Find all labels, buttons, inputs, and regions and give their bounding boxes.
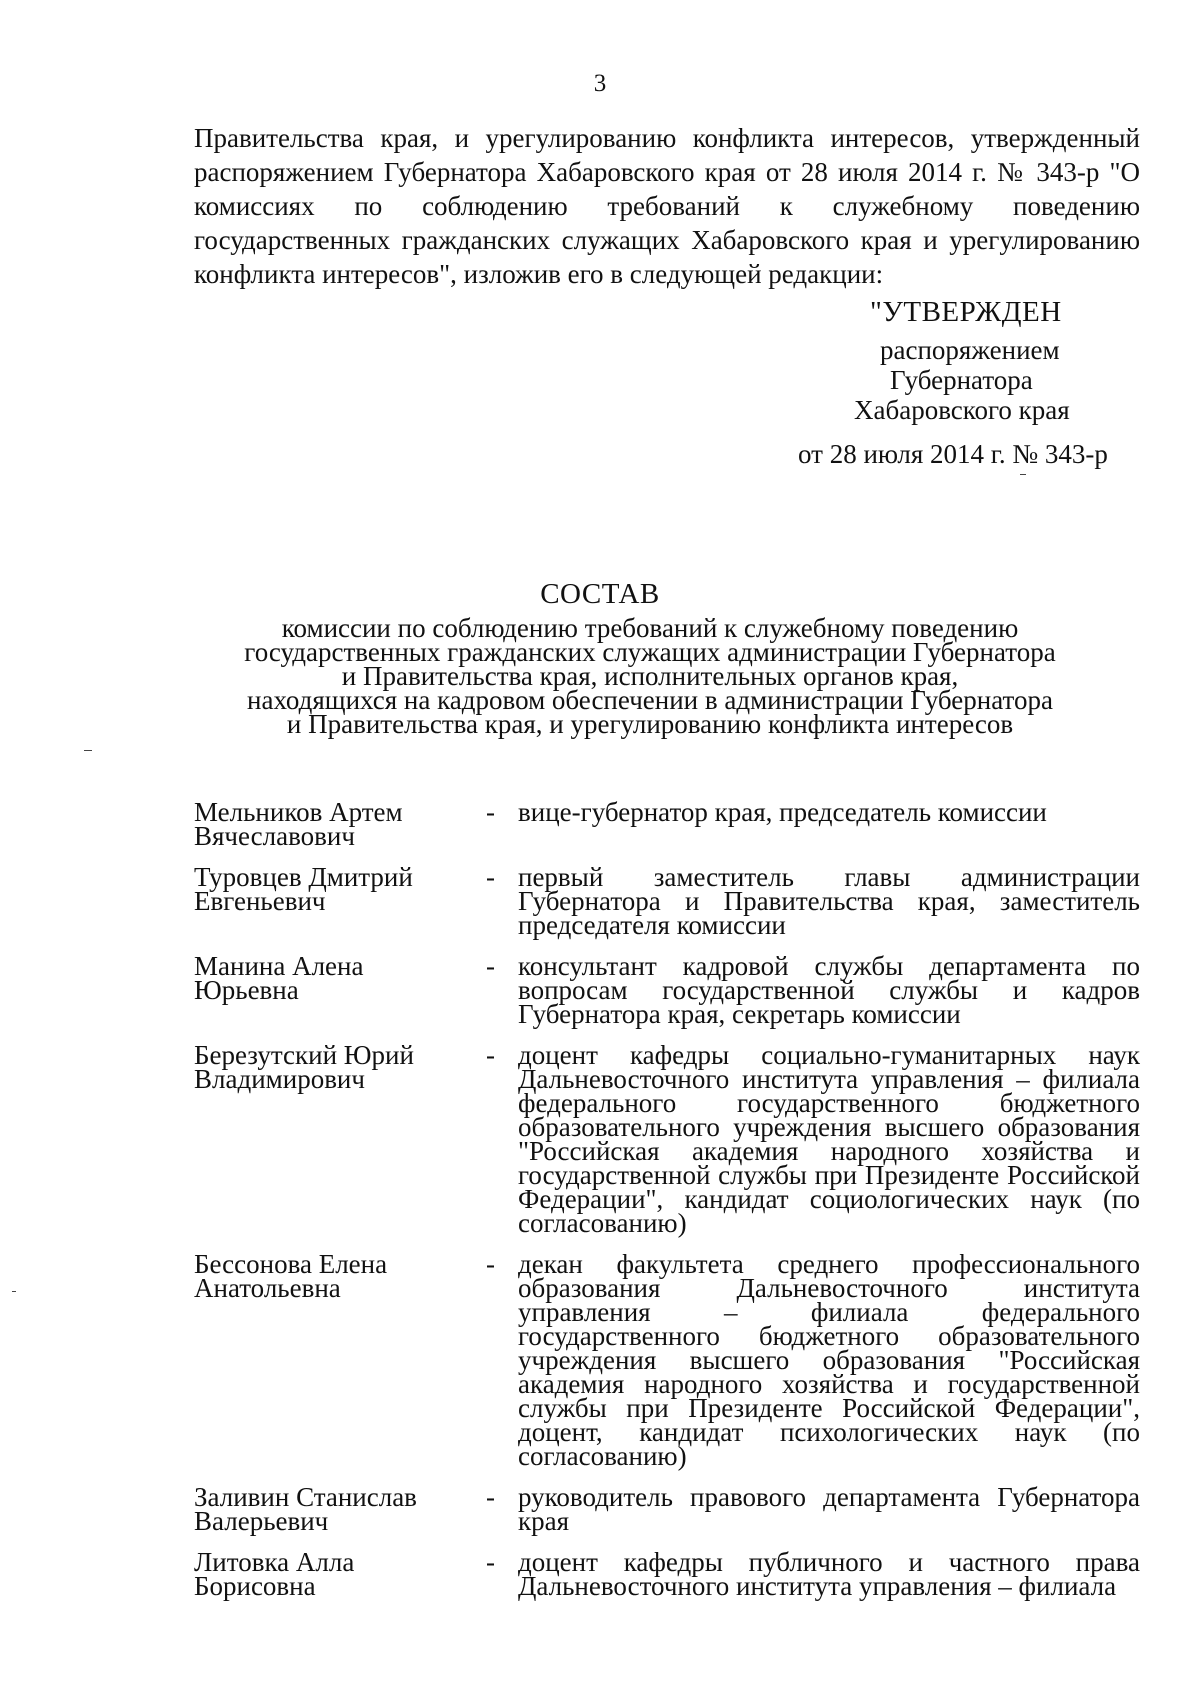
member-role: декан факультета среднего профессионального образования Дальневосточного института управления – филиала федерального государственного бюджетного образовательного учреждения высшего образования "Российская академия народного хозяйства и государственной службы при Президенте Российской Федерации", доцент, кандидат психологических наук (по согласованию) (518, 1249, 1140, 1471)
subtitle-line: и Правительства края, и урегулированию конфликта интересов (286, 709, 1014, 739)
member-patronymic: Борисовна (194, 1571, 316, 1601)
member-role: доцент кафедры публичного и частного права Дальневосточного института управления – филиала (518, 1547, 1140, 1601)
member-role: руководитель правового департамента Губернатора края (518, 1482, 1140, 1536)
member-dash: - (486, 1249, 495, 1279)
member-row (194, 862, 1140, 940)
member-surname: Литовка Алла (194, 1547, 355, 1577)
member-surname: Манина Алена (194, 951, 364, 981)
page-number: 3 (593, 70, 607, 97)
scan-mark (12, 1291, 16, 1292)
member-patronymic: Юрьевна (194, 975, 299, 1005)
intro-text: Правительства края, и урегулированию конфликта интересов, утвержденный распоряжением Губернатора Хабаровского края от 28 июля 2014 г. № 343-р "О комиссиях по соблюдению требований к служебному поведению государственных гражданских служащих Хабаровского края и урегулированию конфликта интересов", изложив его в следующей редакции: (194, 123, 1140, 289)
member-row (194, 951, 1140, 1029)
member-row (194, 1040, 1140, 1238)
member-role: консультант кадровой службы департамента по вопросам государственной службы и кадров Губернатора края, секретарь комиссии (518, 951, 1140, 1029)
intro-paragraph (194, 121, 1140, 291)
document-subtitle (200, 613, 1100, 739)
member-surname: Бессонова Елена (194, 1249, 388, 1279)
approval-stamp: "УТВЕРЖДЕН (870, 296, 1062, 328)
member-surname: Туровцев Дмитрий (194, 862, 413, 892)
subtitle-line: находящихся на кадровом обеспечении в администрации Губернатора (247, 685, 1053, 715)
member-surname: Березутский Юрий (194, 1040, 414, 1070)
member-dash: - (486, 1482, 495, 1512)
member-name (194, 1547, 486, 1601)
member-patronymic: Евгеньевич (194, 886, 326, 916)
subtitle-line: комиссии по соблюдению требований к служебному поведению (281, 613, 1019, 643)
member-name (194, 1482, 486, 1536)
member-name (194, 862, 486, 937)
member-row (194, 1482, 1140, 1536)
member-patronymic: Владимирович (194, 1064, 365, 1094)
member-dash: - (486, 1040, 495, 1070)
member-dash: - (486, 797, 495, 827)
subtitle-line: и Правительства края, исполнительных органов края, (341, 661, 959, 691)
member-patronymic: Анатольевна (194, 1273, 341, 1303)
member-row (194, 1249, 1140, 1471)
subtitle-line: государственных гражданских служащих администрации Губернатора (244, 637, 1056, 667)
member-row (194, 797, 1140, 851)
member-role: вице-губернатор края, председатель комиссии (518, 797, 1047, 827)
member-name (194, 951, 486, 1026)
member-dash: - (486, 1547, 495, 1577)
member-dash: - (486, 951, 495, 981)
approval-line-1: распоряжением (880, 335, 1060, 365)
member-name (194, 1040, 486, 1235)
member-name (194, 1249, 486, 1468)
member-surname: Мельников Артем (194, 797, 403, 827)
member-role: доцент кафедры социально-гуманитарных наук Дальневосточного института управления – филиала федерального государственного бюджетного образовательного учреждения высшего образования "Российская академия народного хозяйства и государственной службы при Президенте Российской Федерации", кандидат социологических наук (по согласованию) (518, 1040, 1140, 1238)
approval-block (790, 297, 1150, 469)
scan-mark (1020, 474, 1026, 475)
member-surname: Заливин Станислав (194, 1482, 417, 1512)
scan-mark (84, 750, 92, 751)
member-row (194, 1547, 1140, 1601)
member-patronymic: Вячеславович (194, 821, 355, 851)
approval-line-3: Хабаровского края (854, 395, 1070, 425)
document-title: СОСТАВ (540, 578, 660, 610)
member-dash: - (486, 862, 495, 892)
approval-line-2: Губернатора (890, 365, 1033, 395)
members-list (194, 797, 1140, 1615)
member-role: первый заместитель главы администрации Губернатора и Правительства края, заместитель председателя комиссии (518, 862, 1140, 940)
approval-date: от 28 июля 2014 г. № 343-р (798, 439, 1108, 469)
member-name (194, 797, 486, 851)
member-patronymic: Валерьевич (194, 1506, 329, 1536)
